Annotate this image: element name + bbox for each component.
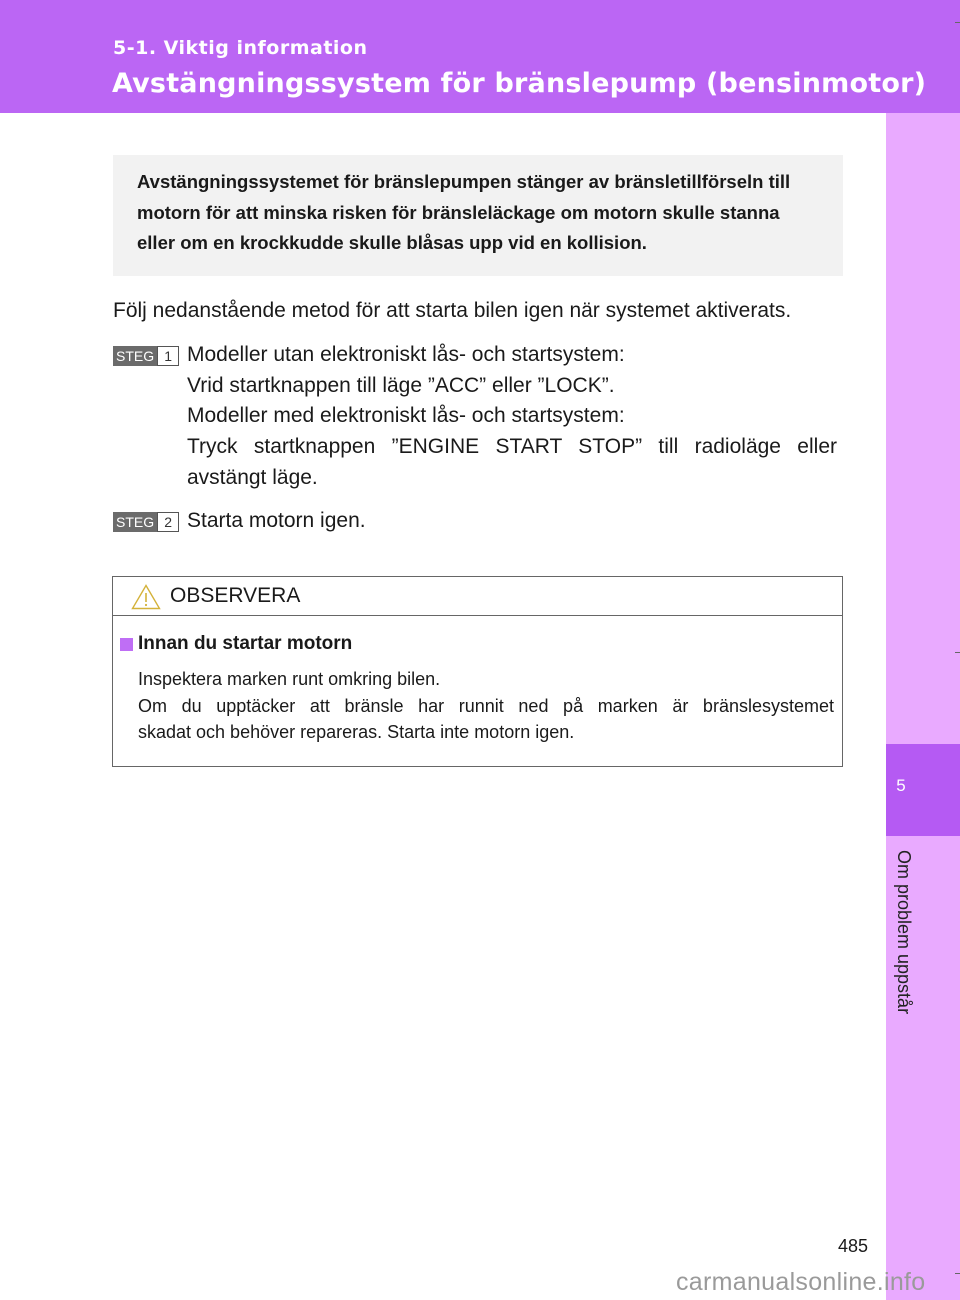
lead-paragraph: Följ nedanstående metod för att starta bilen igen när systemet aktiverats. bbox=[113, 299, 792, 322]
step-number: 1 bbox=[157, 346, 179, 366]
crop-mark bbox=[955, 22, 960, 23]
chapter-number: 5 bbox=[896, 776, 906, 795]
intro-box bbox=[113, 155, 843, 276]
caution-line: Om du upptäcker att bränsle har runnit ned på marken är bränslesystemet bbox=[138, 695, 834, 716]
page-title: Avstängningssystem för bränslepump (bensinmotor) bbox=[112, 68, 927, 99]
step-1-line: Modeller utan elektroniskt lås- och startsystem: bbox=[187, 343, 625, 366]
step-1-line: Tryck startknappen ”ENGINE START STOP” till radioläge eller bbox=[187, 435, 837, 458]
step-1-line: Vrid startknappen till läge ”ACC” eller ”LOCK”. bbox=[187, 374, 615, 397]
step-1-badge bbox=[113, 346, 179, 366]
caution-subheading-text: Innan du startar motorn bbox=[138, 633, 353, 654]
caution-box bbox=[112, 576, 843, 767]
caution-subheading bbox=[120, 633, 352, 655]
header-band bbox=[0, 0, 960, 113]
warning-triangle-icon bbox=[131, 584, 161, 610]
crop-mark bbox=[955, 1273, 960, 1274]
chapter-title: Om problem uppstår bbox=[894, 850, 914, 1015]
step-1-line: Modeller med elektroniskt lås- och startsystem: bbox=[187, 404, 625, 427]
square-bullet-icon bbox=[120, 638, 133, 651]
caution-line: Inspektera marken runt omkring bilen. bbox=[138, 669, 441, 689]
section-label: 5-1. Viktig information bbox=[113, 37, 368, 59]
caution-body bbox=[138, 666, 834, 746]
step-2-badge bbox=[113, 512, 179, 532]
step-2-line: Starta motorn igen. bbox=[187, 509, 366, 532]
step-number: 2 bbox=[157, 512, 179, 532]
step-label: STEG bbox=[113, 346, 157, 366]
step-label: STEG bbox=[113, 512, 157, 532]
watermark: carmanualsonline.info bbox=[676, 1268, 926, 1296]
step-1-line: avstängt läge. bbox=[187, 466, 318, 489]
intro-text: Avstängningssystemet för bränslepumpen stänger av bränsletillförseln till motorn för att minska risken för bränsleläckage om motorn skulle stanna eller om en krockkudde skulle blåsas upp vid en kollision. bbox=[137, 171, 791, 253]
chapter-side-tab bbox=[886, 113, 960, 1300]
crop-mark bbox=[955, 652, 960, 653]
page-number: 485 bbox=[838, 1236, 869, 1256]
caution-line: skadat och behöver repareras. Starta inte motorn igen. bbox=[138, 722, 575, 742]
caution-header bbox=[113, 577, 842, 616]
caution-title: OBSERVERA bbox=[170, 584, 301, 607]
